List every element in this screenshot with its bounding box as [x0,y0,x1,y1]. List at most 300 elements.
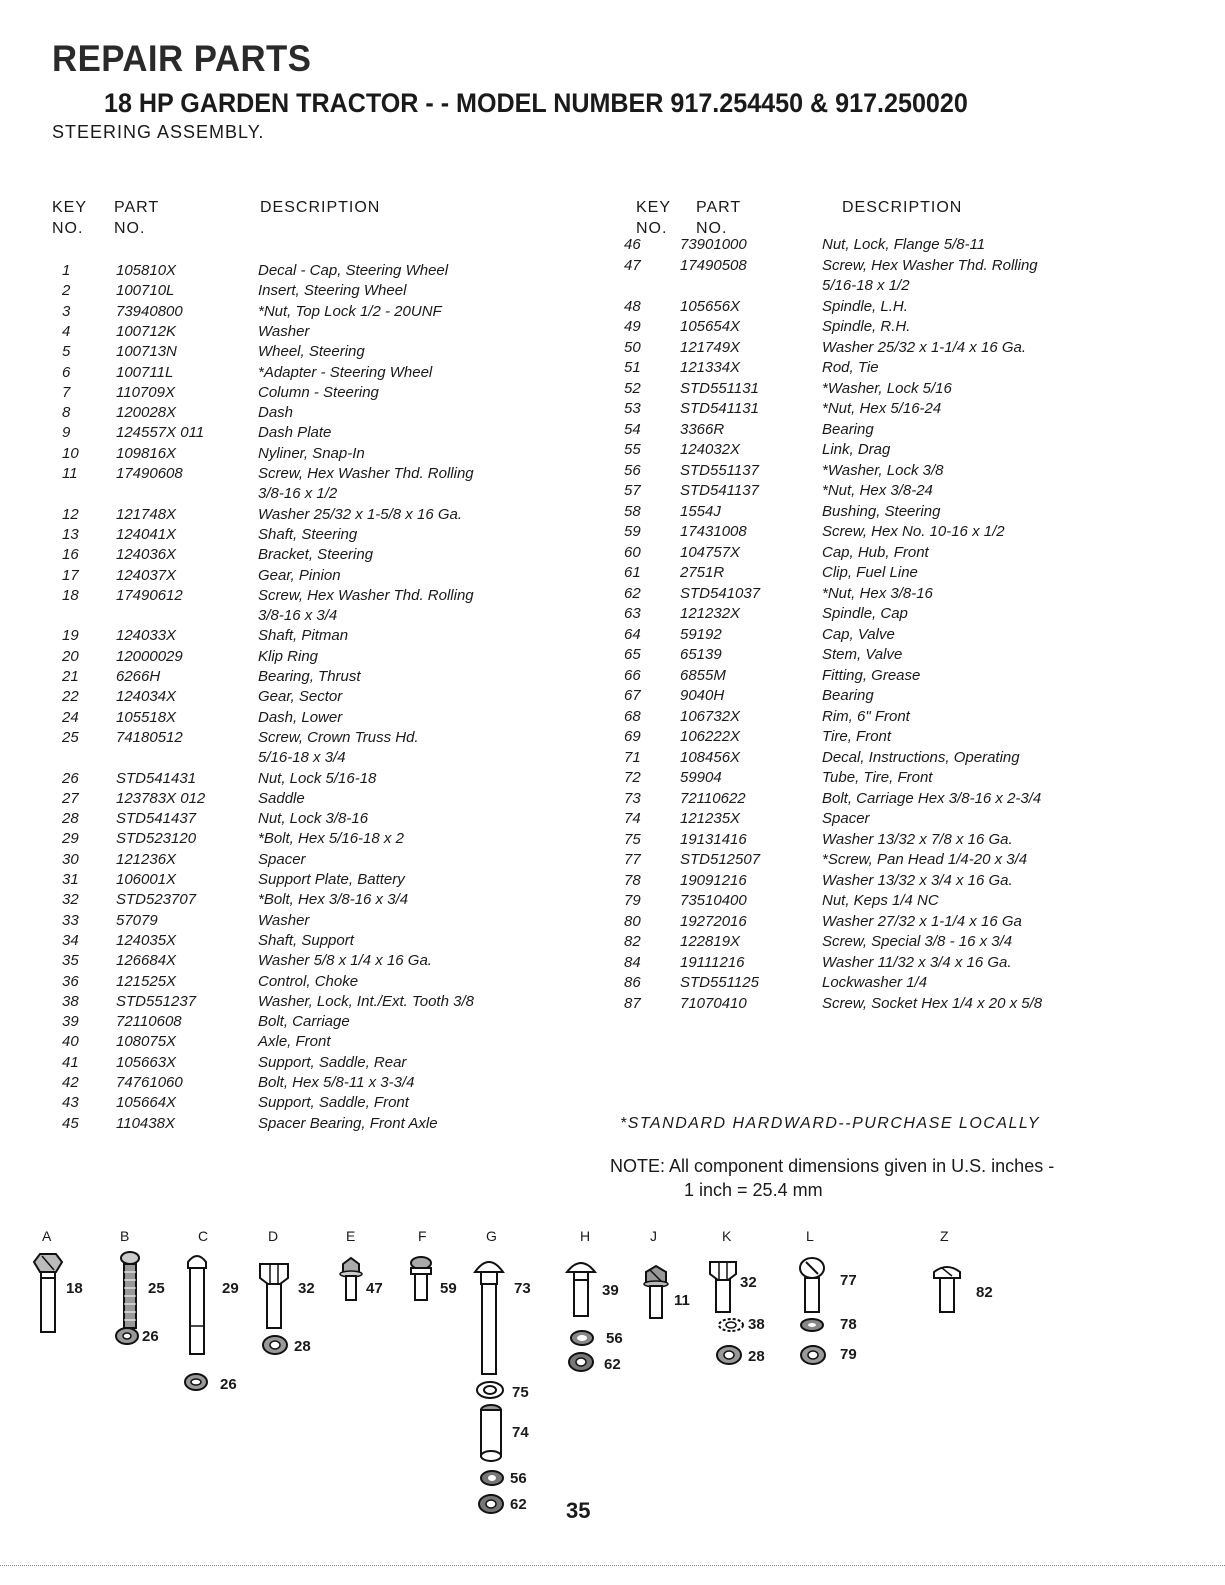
part-number: 121232X [680,605,741,622]
part-description-continued: 3/8-16 x 1/2 [258,485,338,503]
page-title: REPAIR PARTS [52,38,312,79]
part-description: Gear, Sector [258,688,343,706]
key-number: 66 [624,666,641,684]
key-number: 1 [62,262,71,279]
key-number: 7 [62,383,71,401]
key-number: 65 [624,646,641,663]
col-header-key: KEY NO. [52,199,88,237]
key-number: 86 [624,974,641,991]
part-number: 100712K [116,322,177,340]
part-number: STD551137 [680,461,759,479]
part-number: 12000029 [116,647,183,665]
part-description: Spindle, R.H. [822,318,911,335]
part-number: 106001X [116,871,177,888]
key-number: 48 [624,297,641,315]
part-description: Screw, Hex Washer Thd. Rolling [258,465,474,482]
col-header-description: DESCRIPTION [260,199,381,216]
part-number: STD541437 [116,810,197,828]
part-description-continued: 3/8-16 x 3/4 [258,607,338,625]
section-title: STEERING ASSEMBLY. [52,122,265,142]
hw-label: 26 [220,1376,237,1393]
part-description: Column - Steering [258,383,379,401]
part-description: Support, Saddle, Rear [258,1053,407,1071]
key-number: 5 [62,343,71,361]
hw-label: 75 [512,1384,529,1401]
part-number: 105654X [680,318,741,335]
part-description: Bracket, Steering [258,546,374,564]
part-number: 17490508 [680,256,747,274]
flat-washer-icon [798,1316,826,1334]
part-number: 105656X [680,297,741,315]
hw-label: 62 [510,1496,527,1513]
part-number: 124037X [116,566,177,584]
hw-letter-l: L [806,1228,814,1244]
part-number: 124041X [116,525,177,543]
key-number: 30 [62,850,79,868]
key-number: 59 [624,523,641,540]
hex-bolt-icon [706,1256,740,1316]
key-number: 75 [624,830,641,848]
key-number: 13 [62,525,79,543]
part-description: Clip, Fuel Line [822,564,918,581]
part-description: Screw, Special 3/8 - 16 x 3/4 [822,933,1013,950]
key-number: 54 [624,420,641,438]
key-number: 69 [624,728,641,745]
key-number: 18 [62,586,79,604]
part-description: Spacer [822,810,870,827]
part-description: Saddle [258,789,305,807]
part-number: 73940800 [116,302,183,320]
key-number: 49 [624,318,641,335]
part-description: *Nut, Hex 5/16-24 [822,400,942,417]
part-description: *Washer, Lock 5/16 [822,379,952,397]
key-number: 26 [62,769,79,787]
part-description: Bolt, Carriage Hex 3/8-16 x 2-3/4 [822,789,1042,807]
part-number: 109816X [116,444,177,462]
key-number: 28 [62,810,79,828]
part-number: 17490612 [116,586,183,604]
pan-head-screw-icon [796,1256,828,1316]
part-number: 65139 [680,646,722,663]
lock-nut-icon [260,1334,290,1356]
key-number: 53 [624,400,641,417]
key-number: 74 [624,810,641,827]
col-header-description-right: DESCRIPTION [842,199,963,216]
col-header-key-right: KEY NO. [636,199,672,237]
part-number: 74761060 [116,1074,183,1091]
key-number: 32 [62,891,79,909]
key-number: 17 [62,566,79,584]
key-number: 61 [624,564,641,581]
part-number: 105810X [116,262,177,279]
part-number: STD551237 [116,992,197,1010]
part-description: Dash [258,404,294,422]
key-number: 25 [62,728,79,746]
part-number: 59192 [680,625,722,643]
part-description: Nut, Keps 1/4 NC [822,892,939,909]
carriage-bolt-icon [472,1254,506,1380]
part-description: *Washer, Lock 3/8 [822,461,944,479]
part-description: Wheel, Steering [258,343,365,361]
key-number: 43 [62,1094,79,1112]
key-number: 27 [62,789,79,807]
key-number: 50 [624,338,641,356]
carriage-bolt-icon [564,1256,598,1320]
part-number: 19091216 [680,871,747,889]
hex-nut-icon [476,1492,506,1516]
part-number: 19272016 [680,912,747,930]
hex-bolt-icon [30,1250,66,1340]
lock-nut-icon [714,1344,744,1366]
part-description: Decal - Cap, Steering Wheel [258,262,449,279]
part-number: 105663X [116,1053,177,1071]
part-number: 72110608 [116,1013,182,1031]
key-number: 68 [624,707,641,725]
key-number: 87 [624,994,641,1012]
key-number: 73 [624,789,641,807]
hw-letter-a: A [42,1228,52,1244]
key-number: 38 [62,992,79,1010]
hw-letter-z: Z [940,1228,949,1244]
flat-washer-icon [474,1380,506,1400]
part-description: Shaft, Pitman [258,627,349,645]
hex-bolt-icon [256,1258,292,1334]
key-number: 51 [624,359,641,376]
key-number: 40 [62,1033,79,1051]
part-description-continued: 5/16-18 x 3/4 [258,749,346,767]
hw-label: 18 [66,1280,83,1297]
hw-label: 78 [840,1316,857,1333]
part-number: 124033X [116,627,177,645]
key-number: 2 [62,282,71,300]
part-number: 110709X [116,383,175,401]
part-description: Washer [258,911,310,929]
part-description: Nyliner, Snap-In [258,444,365,462]
key-number: 60 [624,543,641,561]
part-description: Rim, 6" Front [822,707,910,725]
part-description: Washer 25/32 x 1-1/4 x 16 Ga. [822,338,1027,356]
hw-label: 56 [606,1330,623,1347]
part-description: Washer 27/32 x 1-1/4 x 16 Ga [822,912,1022,930]
part-description: Axle, Front [258,1033,331,1051]
hw-label: 32 [298,1280,315,1297]
part-number: STD541431 [116,769,197,787]
part-description: Link, Drag [822,441,891,458]
part-description: Shaft, Steering [258,525,358,543]
hw-label: 62 [604,1356,621,1373]
col-header-part-right: PART NO. [696,199,742,237]
part-description: Nut, Lock 5/16-18 [258,769,377,787]
key-number: 79 [624,892,641,909]
key-number: 16 [62,546,79,564]
part-description: Spacer [258,850,306,868]
hw-label: 11 [674,1292,690,1309]
part-number: 123783X 012 [116,789,206,807]
key-number: 36 [62,972,79,990]
part-description: Shaft, Support [258,931,354,949]
part-number: 73901000 [680,236,747,253]
part-number: 6855M [680,666,726,684]
part-description: Screw, Crown Truss Hd. [258,728,419,746]
key-number: 24 [62,708,79,726]
hw-letter-e: E [346,1228,356,1244]
spacer-icon [478,1402,504,1464]
key-number: 39 [62,1013,79,1031]
part-description: Screw, Hex Washer Thd. Rolling [258,586,474,604]
part-description: Bolt, Hex 5/8-11 x 3-3/4 [258,1074,415,1091]
part-description: Control, Choke [258,972,359,990]
part-number: 9040H [680,687,725,704]
key-number: 6 [62,363,71,381]
part-number: 124034X [116,688,177,706]
key-number: 31 [62,871,79,888]
part-number: 120028X [116,404,177,422]
hw-label: 28 [294,1338,311,1355]
part-number: STD541037 [680,584,761,602]
part-description: Bearing [822,420,874,438]
part-number: 105664X [116,1094,177,1112]
key-number: 46 [624,236,641,253]
special-screw-icon [930,1260,964,1316]
key-number: 64 [624,625,641,643]
hex-screw-icon [406,1254,436,1304]
part-description: Spacer Bearing, Front Axle [258,1114,438,1132]
hw-letter-h: H [580,1228,591,1244]
hw-label: 26 [142,1328,159,1345]
part-description: Insert, Steering Wheel [258,282,407,300]
tooth-lock-washer-icon [716,1316,746,1334]
lock-nut-icon [114,1326,140,1346]
key-number: 35 [62,952,79,970]
part-number: 1554J [680,502,721,520]
part-number: 100713N [116,343,177,361]
part-number: 121525X [116,972,177,990]
part-description: Bolt, Carriage [258,1013,350,1031]
key-number: 57 [624,482,641,499]
hw-label: 29 [222,1280,239,1297]
key-number: 67 [624,687,641,704]
part-description: *Nut, Top Lock 1/2 - 20UNF [258,302,442,320]
standard-hardware-note: *STANDARD HARDWARD--PURCHASE LOCALLY [620,1115,1040,1132]
part-description-continued: 5/16-18 x 1/2 [822,277,910,294]
page-bottom-rule [0,1565,1225,1566]
hw-label: 73 [514,1280,531,1297]
part-description: Tube, Tire, Front [822,769,933,786]
key-number: 20 [62,647,79,665]
washer-screw-icon [338,1254,364,1304]
part-number: 6266H [116,668,161,685]
part-description: Cap, Hub, Front [822,543,929,561]
part-description: Spindle, L.H. [822,297,908,315]
part-description: Klip Ring [258,647,319,665]
hw-label: 77 [840,1272,857,1289]
part-number: 19131416 [680,830,747,848]
part-number: 121236X [116,850,177,868]
hw-letter-b: B [120,1228,130,1244]
key-number: 71 [624,748,641,766]
hw-letter-c: C [198,1228,209,1244]
part-number: 110438X [116,1114,175,1132]
part-number: STD541131 [680,400,759,417]
key-number: 21 [62,668,79,685]
key-number: 19 [62,627,79,645]
part-number: 108075X [116,1033,177,1051]
hw-label: 25 [148,1280,165,1297]
part-description: Spindle, Cap [822,605,908,622]
hw-label: 74 [512,1424,529,1441]
key-number: 63 [624,605,641,622]
part-description: Washer, Lock, Int./Ext. Tooth 3/8 [258,992,474,1010]
part-description: Washer 25/32 x 1-5/8 x 16 Ga. [258,505,463,523]
part-description: Fitting, Grease [822,666,921,684]
key-number: 62 [624,584,641,602]
part-description: Cap, Valve [822,625,895,643]
page-number: 35 [566,1498,591,1523]
key-number: 22 [62,688,79,706]
part-number: STD541137 [680,482,759,499]
truss-screw-icon [116,1250,144,1334]
lock-washer-icon [478,1468,506,1488]
key-number: 9 [62,424,71,442]
part-description: Screw, Hex Washer Thd. Rolling [822,256,1038,274]
part-description: *Nut, Hex 3/8-16 [822,584,933,602]
hw-label: 32 [740,1274,757,1291]
lock-washer-icon [568,1328,596,1348]
part-description: Decal, Instructions, Operating [822,748,1020,766]
part-description: Nut, Lock, Flange 5/8-11 [822,236,986,253]
part-description: Washer 11/32 x 3/4 x 16 Ga. [822,953,1012,971]
long-bolt-icon [184,1250,210,1360]
part-number: 124557X 011 [116,424,205,442]
part-number: 124036X [116,546,177,564]
hw-label: 82 [976,1284,993,1301]
key-number: 8 [62,404,71,422]
hw-label: 79 [840,1346,857,1363]
key-number: 77 [624,851,641,868]
part-description: *Screw, Pan Head 1/4-20 x 3/4 [822,851,1028,868]
part-description: Bearing, Thrust [258,668,361,685]
hw-label: 39 [602,1282,619,1299]
part-number: 104757X [680,543,741,561]
key-number: 47 [624,256,641,274]
part-number: 121334X [680,359,741,376]
part-number: 124035X [116,931,177,949]
part-number: STD551131 [680,379,759,397]
part-number: 2751R [680,564,725,581]
col-header-part: PART NO. [114,199,160,237]
part-number: 73510400 [680,892,747,909]
hex-nut-icon [566,1350,596,1374]
key-number: 41 [62,1053,79,1071]
part-number: 124032X [680,441,741,458]
hw-letter-j: J [650,1228,657,1244]
key-number: 4 [62,322,71,340]
part-description: *Bolt, Hex 3/8-16 x 3/4 [258,891,409,909]
key-number: 84 [624,953,641,971]
part-description: Dash, Lower [258,708,343,726]
part-description: Bearing [822,687,874,704]
key-number: 82 [624,933,641,950]
key-number: 80 [624,912,641,930]
part-number: 72110622 [680,789,746,807]
part-description: Dash Plate [258,424,332,442]
part-number: 17431008 [680,523,747,540]
part-description: Nut, Lock 3/8-16 [258,810,369,828]
part-number: STD551125 [680,974,759,991]
part-description: Stem, Valve [822,646,903,663]
part-description: Gear, Pinion [258,566,341,584]
part-description: Support, Saddle, Front [258,1094,409,1112]
lock-nut-icon [182,1372,210,1392]
part-number: STD512507 [680,851,761,868]
hw-letter-k: K [722,1228,732,1244]
part-description: Lockwasher 1/4 [822,974,928,991]
part-description: Washer [258,322,310,340]
key-number: 34 [62,931,79,949]
part-description: *Bolt, Hex 5/16-18 x 2 [258,830,404,848]
part-description: Support Plate, Battery [258,871,405,888]
part-number: 106732X [680,707,741,725]
part-number: 121748X [116,505,177,523]
hw-label: 47 [366,1280,383,1297]
key-number: 58 [624,502,641,520]
key-number: 29 [62,830,79,848]
key-number: 12 [62,505,79,523]
key-number: 10 [62,444,79,462]
key-number: 55 [624,441,641,458]
part-number: 57079 [116,911,158,929]
part-number: 74180512 [116,728,183,746]
part-number: STD523120 [116,830,197,848]
hw-letter-g: G [486,1228,497,1244]
part-number: 71070410 [680,994,747,1012]
key-number: 72 [624,769,641,786]
part-description: *Adapter - Steering Wheel [258,363,433,381]
part-description: Washer 5/8 x 1/4 x 16 Ga. [258,952,432,970]
part-description: Bushing, Steering [822,502,941,520]
hw-letter-f: F [418,1228,427,1244]
part-number: 106222X [680,728,741,745]
hw-label: 28 [748,1348,765,1365]
part-number: 100711L [116,363,174,381]
key-number: 42 [62,1074,79,1091]
page-subtitle: 18 HP GARDEN TRACTOR - - MODEL NUMBER 917.254450 & 917.250020 [104,88,968,118]
keps-nut-icon [798,1344,828,1366]
part-number: 122819X [680,933,741,950]
part-number: 59904 [680,769,722,786]
part-description: Screw, Socket Hex 1/4 x 20 x 5/8 [822,994,1043,1012]
key-number: 33 [62,911,79,929]
part-number: 19111216 [680,953,745,971]
part-number: 121749X [680,338,741,356]
part-number: 108456X [680,748,741,766]
hw-letter-d: D [268,1228,279,1244]
key-number: 11 [62,465,78,482]
part-number: 121235X [680,810,741,827]
hex-washer-screw-icon [640,1262,672,1322]
hw-label: 38 [748,1316,765,1333]
part-description: Screw, Hex No. 10-16 x 1/2 [822,523,1005,540]
part-number: 17490608 [116,465,183,482]
part-number: 3366R [680,420,725,438]
key-number: 3 [62,302,71,320]
part-number: 126684X [116,952,177,970]
part-number: 100710L [116,282,175,300]
hw-label: 56 [510,1470,527,1487]
key-number: 45 [62,1114,79,1132]
key-number: 52 [624,379,641,397]
part-number: STD523707 [116,891,197,909]
